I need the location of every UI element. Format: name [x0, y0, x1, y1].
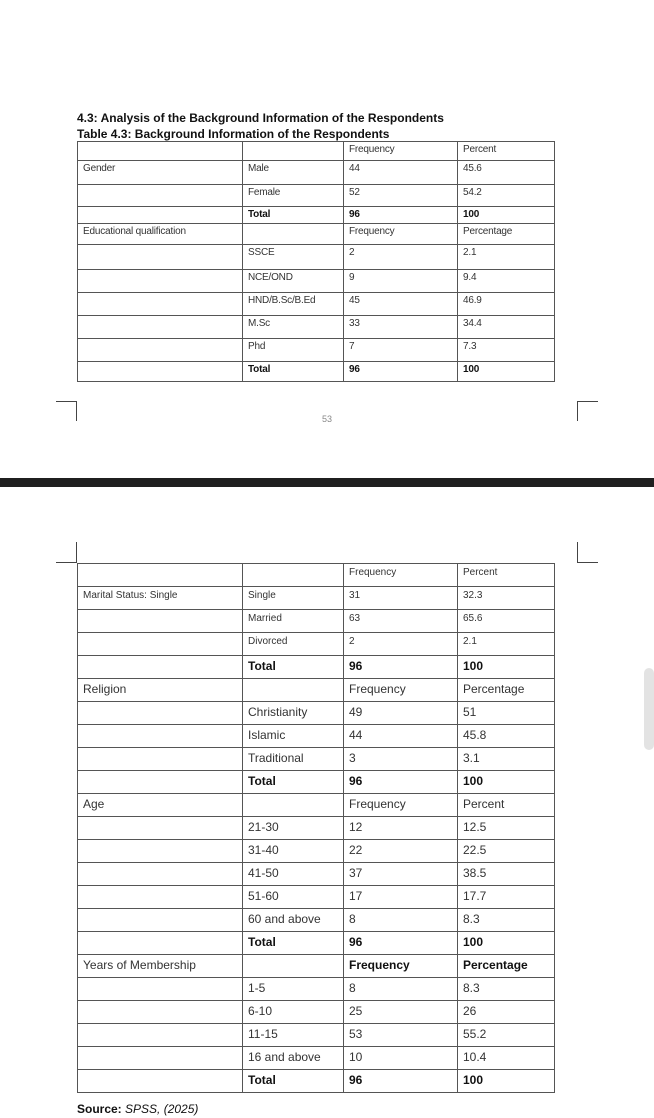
table-cell: 63 — [344, 610, 458, 633]
table-row — [78, 794, 555, 817]
table-cell: 31 — [344, 587, 458, 610]
table-cell — [78, 316, 243, 339]
background-info-table-part1 — [77, 141, 555, 382]
table-row — [78, 725, 555, 748]
table-cell — [243, 679, 344, 702]
table-cell: 44 — [344, 161, 458, 185]
table-cell: 96 — [344, 1070, 458, 1093]
table-cell: 8.3 — [458, 978, 555, 1001]
table-cell: 21-30 — [243, 817, 344, 840]
table-cell: 22.5 — [458, 840, 555, 863]
table-cell: 7.3 — [458, 339, 555, 362]
table-cell — [243, 955, 344, 978]
table-cell — [243, 794, 344, 817]
table-row — [78, 1047, 555, 1070]
table-cell: Male — [243, 161, 344, 185]
table-cell: 45.8 — [458, 725, 555, 748]
table-cell: 7 — [344, 339, 458, 362]
crop-mark — [577, 401, 578, 421]
table-cell — [78, 978, 243, 1001]
table-cell — [78, 293, 243, 316]
crop-mark — [56, 401, 77, 402]
table-cell: 100 — [458, 1070, 555, 1093]
table-cell — [78, 725, 243, 748]
table-row — [78, 270, 555, 293]
table-cell: Marital Status: Single — [78, 587, 243, 610]
table-cell — [78, 656, 243, 679]
table-cell — [78, 771, 243, 794]
table-cell: 100 — [458, 362, 555, 382]
table-cell — [78, 863, 243, 886]
table-cell — [78, 270, 243, 293]
table-cell: Percent — [458, 794, 555, 817]
table-title: Table 4.3: Background Information of the Respondents — [77, 127, 390, 141]
table-cell: 8 — [344, 909, 458, 932]
table-cell: 37 — [344, 863, 458, 886]
table-cell: Frequency — [344, 794, 458, 817]
table-cell: Female — [243, 185, 344, 207]
table-cell: M.Sc — [243, 316, 344, 339]
table-cell: 96 — [344, 932, 458, 955]
table-cell — [78, 245, 243, 270]
table-row — [78, 142, 555, 161]
table-cell: 100 — [458, 656, 555, 679]
table-cell: Gender — [78, 161, 243, 185]
table-cell: Frequency — [344, 679, 458, 702]
table-cell — [78, 1047, 243, 1070]
crop-mark — [577, 542, 578, 563]
table-cell: NCE/OND — [243, 270, 344, 293]
table-cell — [78, 1070, 243, 1093]
table-cell: 2 — [344, 633, 458, 656]
table-cell: Frequency — [344, 564, 458, 587]
table-cell: 100 — [458, 207, 555, 224]
table-cell: 10.4 — [458, 1047, 555, 1070]
table-cell: Frequency — [344, 224, 458, 245]
table-row — [78, 978, 555, 1001]
table-cell: Single — [243, 587, 344, 610]
table-row — [78, 293, 555, 316]
table-cell: 12.5 — [458, 817, 555, 840]
table-cell: Religion — [78, 679, 243, 702]
table-cell: Total — [243, 207, 344, 224]
table-cell: Divorced — [243, 633, 344, 656]
table-cell: 32.3 — [458, 587, 555, 610]
table-cell: Total — [243, 771, 344, 794]
table-cell: 34.4 — [458, 316, 555, 339]
crop-mark — [577, 562, 598, 563]
table-cell: 49 — [344, 702, 458, 725]
crop-mark — [577, 401, 598, 402]
table-row — [78, 955, 555, 978]
table-row — [78, 161, 555, 185]
table-row — [78, 817, 555, 840]
table-cell — [78, 142, 243, 161]
table-cell: 51 — [458, 702, 555, 725]
table-row — [78, 909, 555, 932]
table-cell: 96 — [344, 771, 458, 794]
table-cell — [78, 840, 243, 863]
table-cell — [78, 1024, 243, 1047]
table-cell — [78, 886, 243, 909]
table-cell: 53 — [344, 1024, 458, 1047]
source-text: SPSS, (2025) — [125, 1102, 199, 1116]
table-cell: 55.2 — [458, 1024, 555, 1047]
table-row — [78, 932, 555, 955]
table-row — [78, 771, 555, 794]
crop-mark — [76, 542, 77, 563]
table-cell: 31-40 — [243, 840, 344, 863]
table-row — [78, 1024, 555, 1047]
table-row — [78, 702, 555, 725]
table-cell: 6-10 — [243, 1001, 344, 1024]
table-cell: 8.3 — [458, 909, 555, 932]
table-row — [78, 224, 555, 245]
table-row — [78, 362, 555, 382]
table-cell: Years of Membership — [78, 955, 243, 978]
table-cell: 96 — [344, 656, 458, 679]
table-row — [78, 886, 555, 909]
table-row — [78, 748, 555, 771]
table-cell: 100 — [458, 932, 555, 955]
table-cell: Percentage — [458, 955, 555, 978]
table-cell: 25 — [344, 1001, 458, 1024]
table-cell — [78, 817, 243, 840]
table-cell: 2.1 — [458, 245, 555, 270]
table-cell: 2 — [344, 245, 458, 270]
table-cell: Phd — [243, 339, 344, 362]
table-cell: 33 — [344, 316, 458, 339]
table-cell: 3 — [344, 748, 458, 771]
table-cell: 65.6 — [458, 610, 555, 633]
crop-mark — [76, 401, 77, 421]
table-cell: 52 — [344, 185, 458, 207]
table-cell: Frequency — [344, 955, 458, 978]
table-row — [78, 1070, 555, 1093]
table-row — [78, 1001, 555, 1024]
table-cell: Married — [243, 610, 344, 633]
table-row — [78, 316, 555, 339]
table-cell: Total — [243, 1070, 344, 1093]
table-cell — [243, 142, 344, 161]
table-cell: Percentage — [458, 679, 555, 702]
table-row — [78, 610, 555, 633]
table-cell: 60 and above — [243, 909, 344, 932]
table-cell — [78, 633, 243, 656]
table-cell: 8 — [344, 978, 458, 1001]
table-row — [78, 245, 555, 270]
table-cell — [243, 224, 344, 245]
page-number: 53 — [322, 414, 333, 424]
table-cell: 96 — [344, 207, 458, 224]
table-cell — [78, 362, 243, 382]
table-row — [78, 207, 555, 224]
table-cell: Age — [78, 794, 243, 817]
table-cell: Total — [243, 362, 344, 382]
table-cell: Frequency — [344, 142, 458, 161]
table-cell: SSCE — [243, 245, 344, 270]
crop-mark — [56, 562, 77, 563]
table-row — [78, 564, 555, 587]
document-page-1 — [0, 0, 654, 478]
table-cell: HND/B.Sc/B.Ed — [243, 293, 344, 316]
table-cell: 45 — [344, 293, 458, 316]
table-row — [78, 679, 555, 702]
table-cell: 54.2 — [458, 185, 555, 207]
table-cell — [243, 564, 344, 587]
table-cell: 96 — [344, 362, 458, 382]
table-cell: Percentage — [458, 224, 555, 245]
table-cell: 100 — [458, 771, 555, 794]
table-cell: 11-15 — [243, 1024, 344, 1047]
table-cell — [78, 932, 243, 955]
table-cell: 1-5 — [243, 978, 344, 1001]
table-cell: Traditional — [243, 748, 344, 771]
table-cell: 41-50 — [243, 863, 344, 886]
table-row — [78, 656, 555, 679]
table-cell — [78, 185, 243, 207]
table-cell: 9.4 — [458, 270, 555, 293]
table-cell: 12 — [344, 817, 458, 840]
table-cell — [78, 564, 243, 587]
background-info-table-part2 — [77, 563, 555, 1093]
table-cell: 46.9 — [458, 293, 555, 316]
table-cell: Total — [243, 932, 344, 955]
table-row — [78, 339, 555, 362]
table-cell — [78, 1001, 243, 1024]
table-cell — [78, 702, 243, 725]
table-cell: Educational qualification — [78, 224, 243, 245]
page-separator — [0, 478, 654, 487]
table-cell: 9 — [344, 270, 458, 293]
table-cell: Islamic — [243, 725, 344, 748]
table-row — [78, 863, 555, 886]
table-cell: Percent — [458, 142, 555, 161]
table-row — [78, 633, 555, 656]
table-cell: 22 — [344, 840, 458, 863]
table-source — [77, 1102, 198, 1116]
table-cell: 10 — [344, 1047, 458, 1070]
table-cell: 45.6 — [458, 161, 555, 185]
table-cell: Total — [243, 656, 344, 679]
table-row — [78, 840, 555, 863]
table-cell: 3.1 — [458, 748, 555, 771]
table-cell: 17 — [344, 886, 458, 909]
section-heading: 4.3: Analysis of the Background Information of the Respondents — [77, 111, 444, 125]
table-cell: 44 — [344, 725, 458, 748]
table-cell — [78, 610, 243, 633]
table-cell: Christianity — [243, 702, 344, 725]
table-cell: 26 — [458, 1001, 555, 1024]
table-cell — [78, 909, 243, 932]
table-row — [78, 587, 555, 610]
table-cell: 38.5 — [458, 863, 555, 886]
table-cell: 2.1 — [458, 633, 555, 656]
table-cell — [78, 748, 243, 771]
table-cell — [78, 207, 243, 224]
table-cell: 16 and above — [243, 1047, 344, 1070]
scrollbar-thumb[interactable] — [644, 668, 654, 750]
table-row — [78, 185, 555, 207]
table-cell: 17.7 — [458, 886, 555, 909]
table-cell: Percent — [458, 564, 555, 587]
table-cell: 51-60 — [243, 886, 344, 909]
table-cell — [78, 339, 243, 362]
source-label: Source: — [77, 1102, 122, 1116]
